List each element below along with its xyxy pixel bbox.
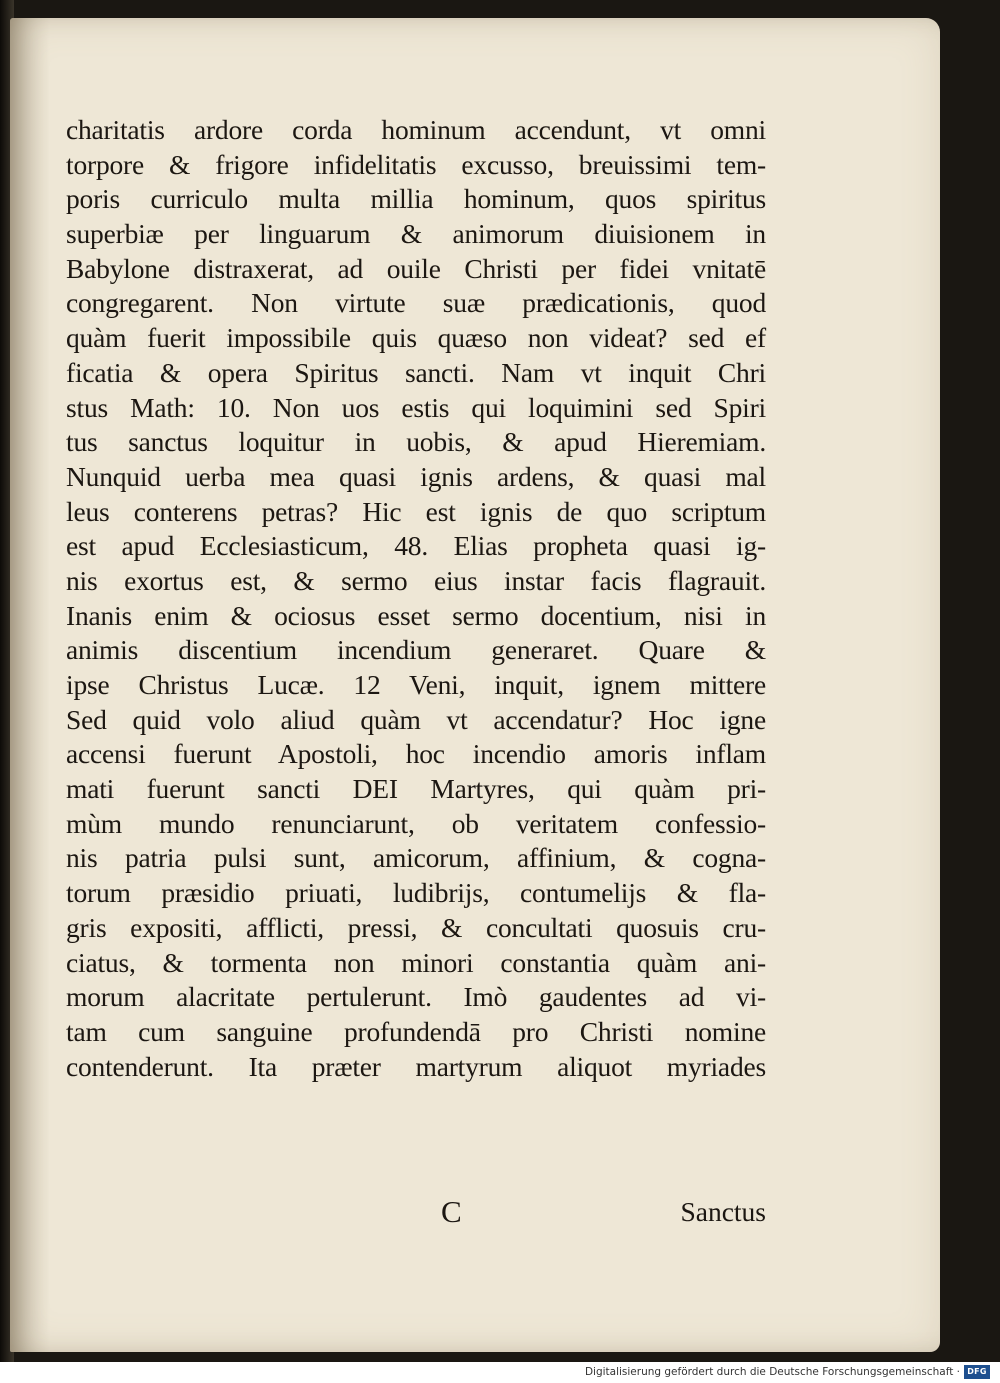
text-line: leus conterens petras? Hic est ignis de quo scriptum: [66, 495, 766, 527]
text-line: morum alacritate pertulerunt. Imò gaudentes ad vi-: [66, 981, 766, 1013]
text-line: superbiæ per linguarum & animorum diuisionem in: [66, 218, 766, 250]
text-line: Inanis enim & ociosus esset sermo docentium, nisi in: [66, 599, 766, 631]
text-line: Sed quid volo aliud quàm vt accendatur? Hoc igne: [66, 703, 766, 735]
text-line: ficatia & opera Spiritus sancti. Nam vt inquit Chri: [66, 356, 766, 388]
gutter-shadow: [10, 18, 50, 1352]
text-line: tam cum sanguine profundendā pro Christi nomine: [66, 1015, 766, 1047]
text-line: ciatus, & tormenta non minori constantia quàm ani-: [66, 946, 766, 978]
text-line: est apud Ecclesiasticum, 48. Elias propheta quasi ig-: [66, 530, 766, 562]
text-line: nis exortus est, & sermo eius instar facis flagrauit.: [66, 564, 766, 596]
text-line: stus Math: 10. Non uos estis qui loquimini sed Spiri: [66, 391, 766, 423]
catchword: Sanctus: [680, 1196, 766, 1227]
text-line: nis patria pulsi sunt, amicorum, affinium, & cogna-: [66, 842, 766, 874]
text-line: mati fuerunt sancti DEI Martyres, qui quàm pri-: [66, 773, 766, 805]
text-line: quàm fuerit impossibile quis quæso non videat? sed ef: [66, 322, 766, 354]
text-line: Babylone distraxerat, ad ouile Christi per fidei vnitatē: [66, 252, 766, 284]
body-text: [66, 113, 766, 1084]
text-line: gris expositi, afflicti, pressi, & concultati quosuis cru-: [66, 911, 766, 943]
text-line: Nunquid uerba mea quasi ignis ardens, & quasi mal: [66, 460, 766, 492]
text-line: ipse Christus Lucæ. 12 Veni, inquit, ignem mittere: [66, 669, 766, 700]
text-line: torpore & frigore infidelitatis excusso, breuissimi tem-: [66, 148, 766, 180]
text-line: accensi fuerunt Apostoli, hoc incendio amoris inflam: [66, 738, 766, 770]
funding-credit: Digitalisierung gefördert durch die Deutsche Forschungsgemeinschaft ·: [584, 1366, 960, 1378]
text-line: tus sanctus loquitur in uobis, & apud Hieremiam.: [66, 426, 766, 458]
text-line: poris curriculo multa millia hominum, quos spiritus: [66, 183, 766, 215]
text-line: contenderunt. Ita præter martyrum aliquot myriades: [66, 1050, 766, 1082]
text-line: torum præsidio priuati, ludibrijs, contumelijs & fla-: [66, 877, 766, 909]
digitization-footer: [0, 1362, 1000, 1383]
text-line: animis discentium incendium generaret. Quare &: [66, 634, 766, 666]
signature-mark: C: [441, 1194, 462, 1229]
text-line: congregarent. Non virtute suæ prædicationis, quod: [66, 287, 766, 319]
text-line: mùm mundo renunciarunt, ob veritatem confessio-: [66, 807, 766, 839]
text-line: charitatis ardore corda hominum accendunt, vt omni: [66, 114, 766, 145]
page-footer-marks: [66, 1194, 766, 1230]
dfg-logo: DFG: [964, 1365, 990, 1379]
